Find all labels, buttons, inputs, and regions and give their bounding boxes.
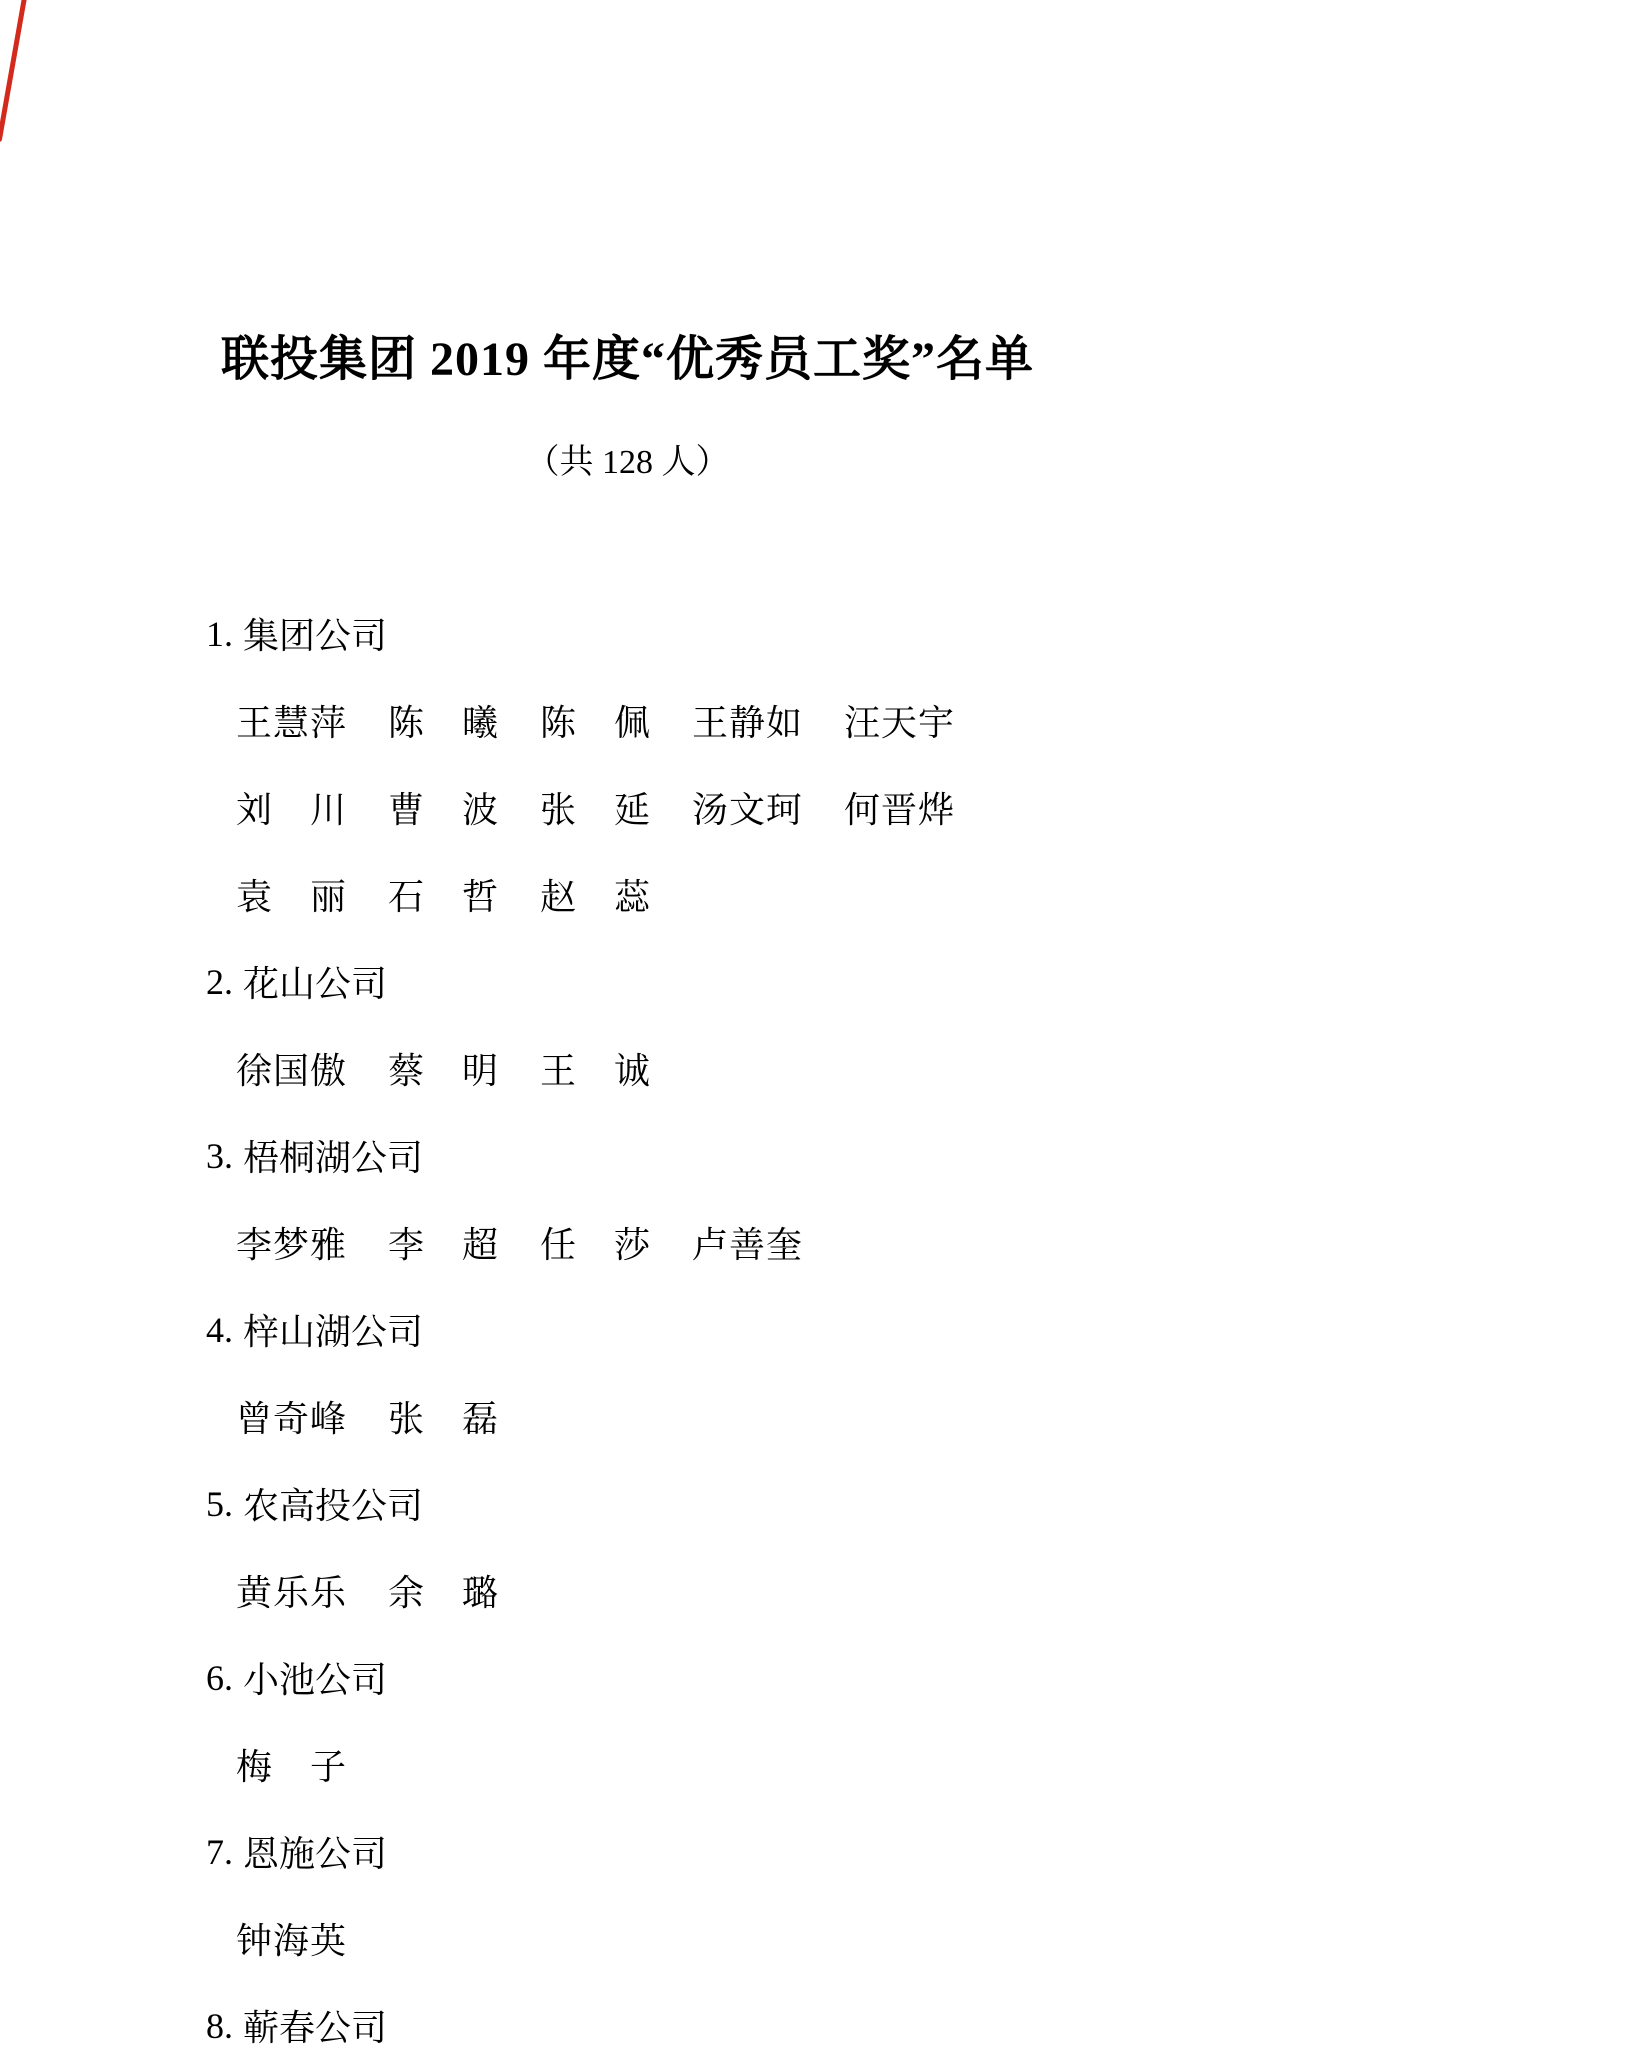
section-heading — [190, 1808, 1290, 1895]
name-row — [190, 1373, 1290, 1460]
employee-name: 张 磊 — [388, 1399, 498, 1439]
employee-name: 何 晋 烨 — [844, 790, 954, 830]
name-row — [190, 1547, 1290, 1634]
section-company: 农高投公司 — [243, 1486, 424, 1526]
section-company: 小池公司 — [243, 1660, 388, 1700]
name-row — [190, 1895, 1290, 1982]
employee-name: 王 诚 — [540, 1051, 650, 1091]
section-company: 蕲春公司 — [243, 2008, 388, 2048]
page-title: 联投集团 2019 年度“优秀员工奖”名单 — [220, 333, 1034, 386]
name-row — [190, 1721, 1290, 1808]
section-company: 集团公司 — [243, 616, 388, 656]
employee-name: 李 超 — [388, 1225, 498, 1265]
employee-name: 王 慧 萍 — [236, 703, 346, 743]
section-number: 8. — [206, 2005, 233, 2046]
employee-name: 卢 善 奎 — [692, 1225, 802, 1265]
section-heading — [190, 1982, 1290, 2060]
employee-name: 李 梦 雅 — [236, 1225, 346, 1265]
employee-name: 袁 丽 — [236, 877, 346, 917]
red-scan-mark — [0, 0, 28, 142]
employee-name: 钟 海 英 — [236, 1921, 346, 1961]
employee-name: 余 璐 — [388, 1573, 498, 1613]
section-company: 恩施公司 — [243, 1834, 388, 1874]
section-number: 3. — [206, 1135, 233, 1176]
employee-name: 曾 奇 峰 — [236, 1399, 346, 1439]
employee-name: 曹 波 — [388, 790, 498, 830]
section-number: 2. — [206, 961, 233, 1002]
section-company: 梧桐湖公司 — [243, 1138, 424, 1178]
name-row — [190, 1199, 1290, 1286]
section-number: 4. — [206, 1309, 233, 1350]
award-list — [190, 590, 1290, 2060]
employee-name: 张 延 — [540, 790, 650, 830]
section-company: 梓山湖公司 — [243, 1312, 424, 1352]
employee-name: 汤 文 珂 — [692, 790, 802, 830]
employee-name: 陈 佩 — [540, 703, 650, 743]
employee-name: 黄 乐 乐 — [236, 1573, 346, 1613]
employee-name: 蔡 明 — [388, 1051, 498, 1091]
employee-name: 汪 天 宇 — [844, 703, 954, 743]
section-heading — [190, 590, 1290, 677]
employee-name: 陈 曦 — [388, 703, 498, 743]
section-heading — [190, 1460, 1290, 1547]
section-heading — [190, 1112, 1290, 1199]
employee-name: 梅 子 — [236, 1747, 346, 1787]
section-number: 5. — [206, 1483, 233, 1524]
section-number: 6. — [206, 1657, 233, 1698]
employee-name: 王 静 如 — [692, 703, 802, 743]
section-heading — [190, 938, 1290, 1025]
name-row — [190, 677, 1290, 764]
employee-name: 任 莎 — [540, 1225, 650, 1265]
name-row — [190, 1025, 1290, 1112]
section-company: 花山公司 — [243, 964, 388, 1004]
section-heading — [190, 1634, 1290, 1721]
section-number: 1. — [206, 613, 233, 654]
name-row — [190, 851, 1290, 938]
employee-name: 徐 国 傲 — [236, 1051, 346, 1091]
employee-name: 赵 蕊 — [540, 877, 650, 917]
name-row — [190, 764, 1290, 851]
section-heading — [190, 1286, 1290, 1373]
section-number: 7. — [206, 1831, 233, 1872]
employee-name: 刘 川 — [236, 790, 346, 830]
employee-name: 石 哲 — [388, 877, 498, 917]
page-subtitle: （共 128 人） — [525, 444, 730, 481]
